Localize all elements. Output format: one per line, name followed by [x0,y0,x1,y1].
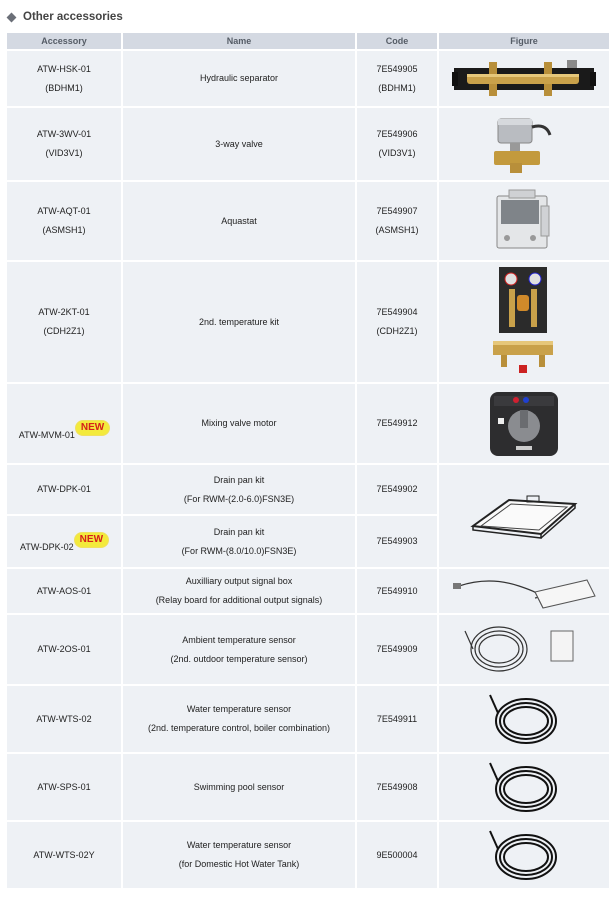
accessory-cell [7,822,121,888]
accessory-name: Swimming pool sensor [193,781,285,792]
code-cell [357,569,437,613]
three-way-valve-figure [484,113,564,175]
accessory-name: Mixing valve motor [201,418,277,428]
accessory-cell [7,51,121,106]
accessory-name-sub: (2nd. outdoor temperature sensor) [170,653,308,664]
code-cell [357,384,437,463]
code-cell [357,822,437,888]
accessory-name: 3-way valve [215,138,263,149]
accessory-code: 9E500004 [376,849,418,860]
figure-cell [439,686,609,752]
accessory-sub: (BDHM1) [45,82,83,93]
table-row [7,686,609,752]
accessory-cell [7,384,121,463]
figure-cell [439,465,609,567]
accessory-id: ATW-DPK-02 [19,542,74,552]
code-cell [357,754,437,820]
accessory-name: Drain pan kit [213,474,265,485]
accessory-name: Aquastat [221,215,257,226]
figure-cell [439,754,609,820]
accessory-id: ATW-2KT-01 [38,307,90,317]
name-cell [123,465,355,514]
accessory-name-sub: (For RWM-(8.0/10.0)FSN3E) [181,545,297,556]
accessory-code: 7E549902 [376,484,418,494]
name-cell [123,822,355,888]
accessory-id: ATW-HSK-01 [37,63,91,74]
hydraulic-separator-figure [449,58,599,100]
column-header-figure: Figure [439,33,609,49]
accessory-cell [7,516,121,567]
accessory-code-sub: (ASMSH1) [375,225,419,235]
accessory-name-sub: (2nd. temperature control, boiler combination) [147,723,331,733]
accessory-cell [7,754,121,820]
name-cell [123,384,355,463]
table-row [7,465,609,514]
name-cell [123,615,355,684]
name-cell [123,754,355,820]
accessory-cell [7,615,121,684]
table-row [7,182,609,260]
accessory-name-sub: (Relay board for additional output signals) [155,595,323,605]
name-cell [123,569,355,613]
accessory-code-sub: (CDH2Z1) [376,326,418,336]
figure-cell [439,108,609,180]
accessory-cell [7,465,121,514]
table-row [7,108,609,180]
figure-cell [439,569,609,613]
accessory-code-sub: (BDHM1) [378,82,416,93]
accessory-id: ATW-MVM-01 [18,430,75,440]
accessory-name-sub: (for Domestic Hot Water Tank) [178,859,300,869]
output-signal-box-figure [449,572,599,610]
accessory-id: ATW-WTS-02Y [33,849,95,860]
accessory-id: ATW-AOS-01 [36,585,92,596]
code-cell [357,108,437,180]
accessory-code: 7E549908 [376,781,418,792]
table-header-row [7,33,609,49]
name-cell [123,262,355,382]
code-cell [357,51,437,106]
code-cell [357,465,437,514]
figure-cell [439,182,609,260]
figure-cell [439,615,609,684]
name-cell [123,51,355,106]
accessory-name: Hydraulic separator [199,73,279,83]
accessory-name: Auxilliary output signal box [185,576,293,586]
figure-cell [439,262,609,382]
accessory-id: ATW-2OS-01 [37,644,91,654]
accessory-code-sub: (VID3V1) [378,148,416,158]
accessory-id: ATW-WTS-02 [36,713,92,724]
accessory-cell [7,262,121,382]
table-row [7,262,609,382]
accessory-id: ATW-SPS-01 [37,781,91,792]
table-row [7,615,609,684]
table-row [7,51,609,106]
accessory-code: 7E549910 [376,585,418,596]
accessory-code: 7E549909 [376,644,418,654]
new-badge: NEW [75,533,108,547]
table-row [7,754,609,820]
section-title [6,8,123,26]
accessory-cell [7,569,121,613]
code-cell [357,516,437,567]
accessory-code: 7E549903 [376,536,418,546]
accessory-code: 7E549911 [376,713,418,724]
accessory-sub: (CDH2Z1) [43,326,85,336]
name-cell [123,686,355,752]
column-header-accessory: Accessory [7,33,121,49]
water-sensor-figure [484,757,564,817]
accessory-cell [7,108,121,180]
accessory-code: 7E549912 [376,418,418,428]
accessory-code: 7E549904 [376,307,418,317]
table-row [7,384,609,463]
column-header-code: Code [357,33,437,49]
accessory-cell [7,686,121,752]
aquastat-figure [489,186,559,256]
new-badge: NEW [76,421,109,435]
drain-pan-figure [469,486,579,546]
accessory-id: ATW-3WV-01 [36,129,92,139]
name-cell [123,108,355,180]
code-cell [357,182,437,260]
accessory-cell [7,182,121,260]
code-cell [357,262,437,382]
accessory-name: Water temperature sensor [186,704,292,714]
table-row [7,569,609,613]
name-cell [123,182,355,260]
figure-cell [439,384,609,463]
diamond-bullet-icon [7,12,17,22]
figure-cell [439,51,609,106]
accessory-code: 7E549907 [376,206,418,216]
code-cell [357,686,437,752]
section-title-text: Other accessories [23,11,123,23]
accessory-name-sub: (For RWM-(2.0-6.0)FSN3E) [183,493,295,504]
temperature-kit-figure [489,265,559,379]
accessories-table [5,31,611,890]
accessory-name: Ambient temperature sensor [182,634,296,645]
name-cell [123,516,355,567]
accessory-sub: (ASMSH1) [42,225,86,235]
accessory-code: 7E549906 [376,129,418,139]
code-cell [357,615,437,684]
ambient-sensor-figure [459,619,589,681]
accessory-code: 7E549905 [376,63,418,74]
mixing-valve-motor-figure [486,388,562,460]
water-sensor-figure [484,825,564,885]
table-row [7,822,609,888]
accessory-name: Drain pan kit [213,526,265,537]
water-sensor-figure [484,689,564,749]
accessory-sub: (VID3V1) [45,148,83,158]
figure-cell [439,822,609,888]
accessory-id: ATW-DPK-01 [37,484,91,494]
accessory-id: ATW-AQT-01 [37,206,91,216]
column-header-name: Name [123,33,355,49]
accessory-name: 2nd. temperature kit [198,316,280,327]
accessory-name: Water temperature sensor [186,840,292,850]
